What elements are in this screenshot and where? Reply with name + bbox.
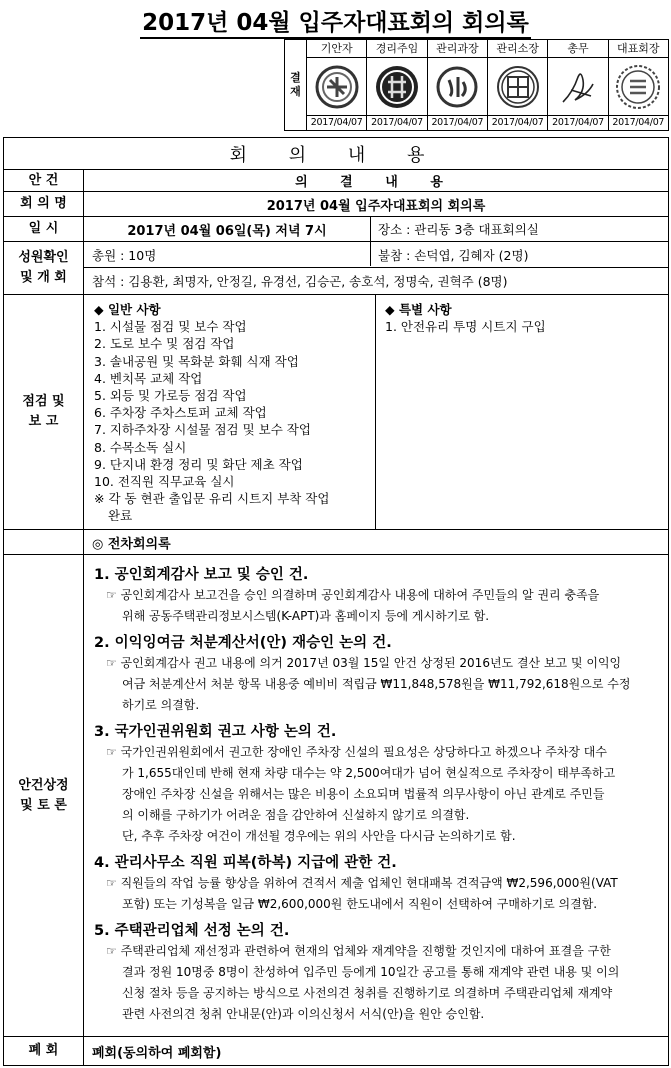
general-item: 완료 — [108, 508, 133, 524]
stamp-seal — [488, 58, 547, 116]
discussion-row — [4, 555, 668, 1037]
approval-col-accountant: 경리주임 2017/04/07 — [367, 40, 427, 130]
previous-minutes: ◎ 전차회의록 — [92, 536, 171, 552]
discussion-label: 안건상정 및 토 론 — [4, 555, 84, 1036]
general-item: 1. 시설물 점검 및 보수 작업 — [94, 319, 247, 335]
approval-col-treasurer: 총무 2017/04/07 — [548, 40, 608, 130]
general-item: 4. 벤치목 교체 작업 — [94, 370, 203, 386]
closing-value: 폐회(동의하여 폐회함) — [92, 1045, 222, 1061]
general-item: 2. 도로 보수 및 점검 작업 — [94, 336, 235, 352]
report-row — [4, 295, 668, 530]
general-item: 5. 외등 및 가로등 점검 작업 — [94, 388, 247, 404]
general-items: ◆ 일반 사항 1. 시설물 점검 및 보수 작업 2. 도로 보수 및 점검 작업 3. 솔내공원 및 목화분 화훼 식재 작업 4. 벤치목 교체 작업 5. 외등 및 가로등 점검 작업 6. 주차장 주차스토퍼 교체 작업 7. 지하주차장 시설물 점검 및 보수 작업 8. 수목소독 실시 9. 단지내 환경 정리 및 화단 제초 작업 10. 전직원 직무교육 실시 ※ 각 동 현관 출입문 유리 시트지 부착 작업 완료 — [94, 295, 370, 529]
attendance-row — [4, 242, 668, 295]
general-item: 6. 주차장 주차스토퍼 교체 작업 — [94, 405, 267, 421]
general-item: 7. 지하주차장 시설물 점검 및 보수 작업 — [94, 422, 311, 438]
attendance-label: 성원확인 및 개 회 — [4, 242, 84, 294]
approval-col-manager: 관리과장 2017/04/07 — [428, 40, 488, 130]
datetime-label: 일 시 — [4, 217, 84, 241]
general-item: 8. 수목소독 실시 — [94, 439, 187, 455]
present-members: 참석 : 김용환, 최명자, 안정길, 유경선, 김승곤, 송호석, 정명숙, 권혁주 (8명) — [92, 274, 508, 289]
stamp-seal — [609, 58, 668, 116]
stamp-seal — [367, 58, 426, 116]
special-items: ◆ 특별 사항 1. 안전유리 투명 시트지 구입 — [385, 295, 662, 529]
agenda-list — [94, 565, 658, 1025]
report-label: 점검 및 보 고 — [4, 295, 84, 529]
general-item: 3. 솔내공원 및 목화분 화훼 식재 작업 — [94, 353, 299, 369]
meeting-name-value: 2017년 04월 입주자대표회의 회의록 — [266, 198, 486, 214]
general-item: 9. 단지내 환경 정리 및 화단 제초 작업 — [94, 456, 303, 472]
agenda-item: 3. 국가인권위원회 권고 사항 논의 건. ☞ 국가인권위원회에서 권고한 장애인 주차장 신설의 필요성은 상당하다고 하겠으나 주차장 대수 가 1,655대인데 반해 현재 차량 대수는 약 2,500여대가 넘어 현실적으로 주차장이 태부족하고 장애인 주차장 신설을 위해서는 많은 비용이 소요되며 법률적 의무사항이 아닌 관계로 주민들 의 이해를 구하기가 어려운 점을 감안하여 신설하지 않기로 의결함. 단, 추후 주차장 여건이 개선될 경우에는 위의 사안을 다시금 논의하기로 함. — [94, 724, 616, 843]
agenda-item: 2. 이익잉여금 처분계산서(안) 재승인 논의 건. ☞ 공인회계감사 권고 내용에 의거 2017년 03월 15일 안건 상정된 2016년도 결산 보고 및 이익잉 여금 처분계산서 처분 항목 내용중 예비비 적립금 ₩11,848,578원을 ₩11,792,618원으로 수정 하기로 의결함. — [94, 635, 631, 712]
column-header-resolution: 의 결 내 용 — [295, 175, 457, 190]
special-item: 1. 안전유리 투명 시트지 구입 — [385, 319, 546, 335]
minutes-table — [3, 137, 669, 1066]
approval-label: 결 재 — [285, 40, 307, 130]
datetime-value: 2017년 04월 06일(목) 저녁 7시 — [127, 223, 327, 239]
column-header-agenda: 안 건 — [4, 170, 84, 191]
datetime-row — [4, 217, 668, 242]
meeting-name-row — [4, 192, 668, 217]
stamp-seal — [307, 58, 366, 116]
document-title: 2017년 04월 입주자대표회의 회의록 — [0, 4, 671, 37]
meeting-name-label: 회 의 명 — [4, 192, 84, 216]
approval-col-drafter: 기안자 2017/04/07 — [307, 40, 367, 130]
closing-label: 폐 회 — [4, 1037, 84, 1065]
general-item: 10. 전직원 직무교육 실시 — [94, 474, 235, 490]
absent-members: 불참 : 손덕엽, 김혜자 (2명) — [378, 247, 529, 263]
section-heading: 회 의 내 용 — [4, 138, 668, 170]
approval-col-chairman: 대표회장 2017/04/07 — [609, 40, 668, 130]
approval-col-director: 관리소장 2017/04/07 — [488, 40, 548, 130]
previous-minutes-row — [4, 530, 668, 555]
handwritten-signature — [548, 58, 607, 116]
agenda-item: 4. 관리사무소 직원 피복(하복) 지급에 관한 건. ☞ 직원들의 작업 능률 향상을 위하여 견적서 제출 업체인 현대패복 견적금액 ₩2,596,000원(VAT 포함) 또는 기성복을 일금 ₩2,600,000원 한도내에서 직원이 선택하여 구매하기로 의결함. — [94, 855, 618, 911]
agenda-item: 1. 공인회계감사 보고 및 승인 건. ☞ 공인회계감사 보고건을 승인 의결하며 공인회계감사 내용에 대하여 주민들의 알 권리 충족을 위해 공동주택관리정보시스템(K-APT)과 홈페이지 등에 게시하기로 함. — [94, 567, 600, 623]
closing-row — [4, 1037, 668, 1065]
column-header-row — [4, 170, 668, 192]
general-item: ※ 각 동 현관 출입문 유리 시트지 부착 작업 — [94, 491, 330, 507]
total-members: 총원 : 10명 — [92, 247, 157, 263]
stamp-seal — [428, 58, 487, 116]
approval-block — [284, 39, 669, 131]
agenda-item: 5. 주택관리업체 선정 논의 건. ☞ 주택관리업체 재선정과 관련하여 현재의 업체와 재계약을 진행할 것인지에 대하여 표결을 구한 결과 정원 10명중 8명이 찬성하여 입주민 등에게 10일간 공고를 통해 재계약 관련 내용 및 이의 신청 절차 등을 공지하는 방식으로 사전의견 청취를 진행하기로 의결하며 주택관리업체 재계약 관련 사전의견 청취 안내문(안)과 이의신청서 서식(안)을 원안 승인함. — [94, 923, 620, 1021]
place-value: 장소 : 관리동 3층 대표회의실 — [378, 222, 539, 237]
